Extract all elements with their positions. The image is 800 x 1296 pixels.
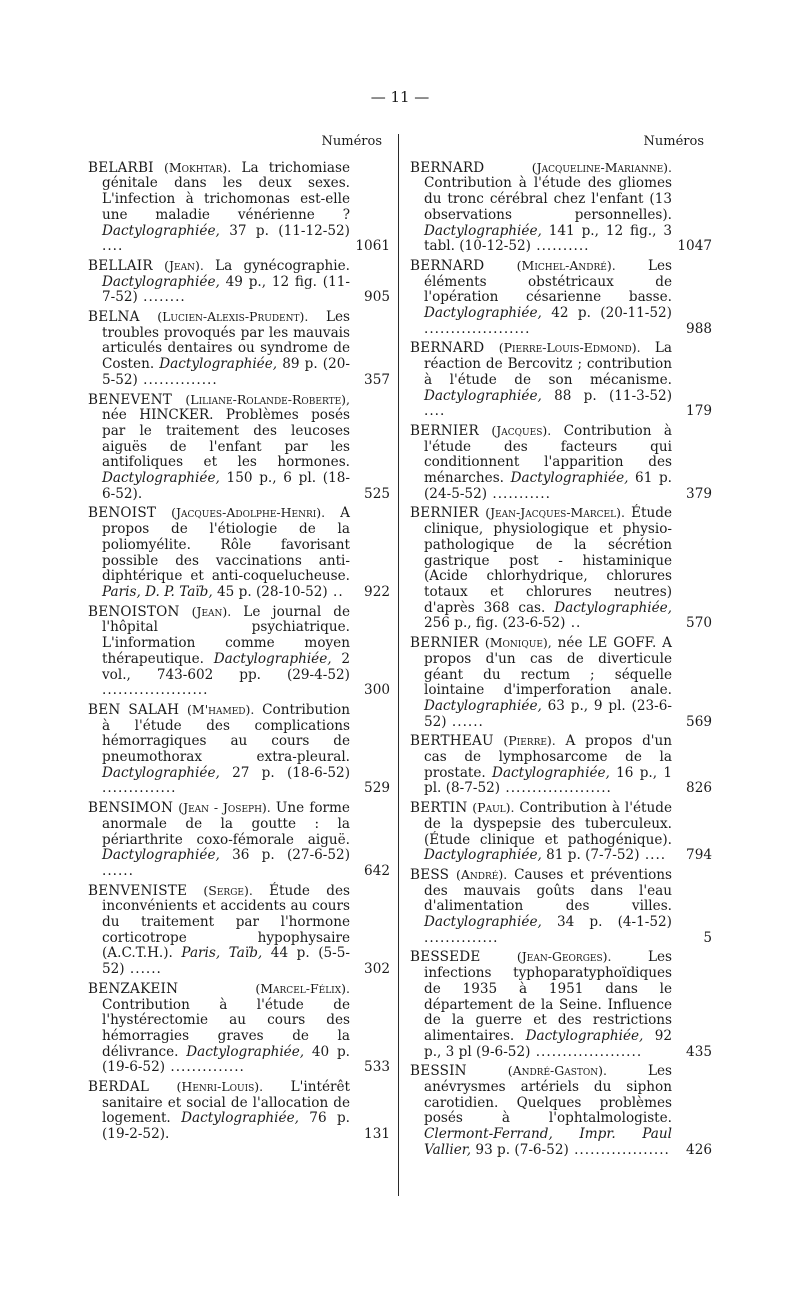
author-firstname: (Pierre). — [503, 733, 556, 749]
author-surname: BELLAIR — [88, 257, 153, 274]
entry-number: 357 — [364, 371, 390, 388]
author-firstname: (Michel-André). — [516, 257, 616, 273]
publication-details: 49 p., 12 fig. (11-7-52) — [102, 273, 350, 306]
publication-details: 256 p., fig. (23-6-52) — [424, 615, 566, 632]
entry-text — [410, 1063, 712, 1158]
dot-leader: ........ — [137, 289, 186, 306]
publisher: Dactylographiée, — [102, 470, 220, 487]
publication-details: 89 p. (20-5-52) — [102, 356, 350, 388]
author-firstname: (M'hamed). — [187, 701, 255, 717]
bibliography-entry — [88, 258, 390, 306]
publication-details: 76 p. (19-2-52). — [102, 1110, 350, 1143]
publisher: Dactylographiée, — [424, 914, 542, 931]
entry-text — [410, 423, 712, 503]
left-column — [88, 134, 390, 1146]
author-firstname: (Jacques-Adolphe-Henri). — [171, 505, 326, 521]
thesis-title: La gynécographie. — [215, 257, 350, 274]
publisher: Dactylographiée, — [102, 273, 220, 290]
author-firstname: (Jacques). — [491, 422, 552, 438]
dot-leader: .............. — [102, 780, 177, 797]
thesis-title: Les infections typhoparatyphoïdiques de 1935 à 1951 dans le département de la Seine. Influence de la guerre et des restrictions alimentaires. — [424, 949, 672, 1044]
author-firstname: (Jean). — [191, 603, 232, 619]
entry-text — [88, 1079, 390, 1143]
publisher: Paris, D. P. Taïb, — [102, 583, 213, 600]
entry-number: 435 — [686, 1043, 712, 1060]
author-surname: BELARBI — [88, 159, 154, 176]
bibliography-entry — [410, 949, 712, 1060]
bibliography-entry — [410, 160, 712, 255]
author-firstname: (Serge). — [203, 882, 253, 898]
entry-number: 794 — [686, 847, 712, 864]
dot-leader: ...... — [124, 961, 162, 978]
entry-text — [88, 258, 390, 306]
publication-details: 61 p. (24-5-52) — [424, 470, 672, 502]
publisher: Dactylographiée, — [186, 1043, 305, 1060]
entry-number: 570 — [686, 615, 712, 632]
publisher: Dactylographiée, — [424, 305, 542, 322]
bibliography-entry — [410, 340, 712, 420]
author-surname: BERNIER — [410, 505, 479, 522]
entry-number: 533 — [364, 1059, 390, 1076]
dot-leader: .................. — [568, 1141, 670, 1158]
entry-number: 569 — [686, 713, 712, 730]
author-surname: BENZAKEIN — [88, 980, 179, 997]
publication-details: 34 p. (4-1-52) — [556, 914, 672, 931]
entry-text — [88, 604, 390, 699]
entry-number: 922 — [364, 583, 390, 600]
entry-number: 179 — [686, 403, 712, 420]
author-surname: BELNA — [88, 309, 140, 326]
thesis-title: Étude clinique, physiologique et physio-pathologique de la sécrétion gastrique post - histaminique (Acide chlorhydrique, chlorures totaux et chlorures neutres) d'après 368 cas. — [424, 505, 673, 616]
publisher: Dactylographiée, — [159, 356, 278, 373]
right-column — [410, 134, 712, 1162]
bibliography-entry — [410, 258, 712, 338]
dot-leader: .... — [102, 238, 124, 255]
publisher: Paris, Taïb, — [181, 945, 263, 962]
bibliography-entry — [410, 1063, 712, 1158]
publisher: Dactylographiée, — [102, 847, 220, 864]
author-surname: BESS — [410, 866, 450, 883]
entry-number: 302 — [364, 961, 390, 978]
dot-leader: .. — [565, 615, 582, 632]
dot-leader: .... — [639, 847, 667, 864]
thesis-title: Contribution à l'étude des gliomes du tronc cérébral chez l'enfant (13 observations personnelles). — [424, 175, 672, 223]
bibliography-entry — [88, 160, 390, 255]
thesis-title: La réaction de Bercovitz ; contribution à l'étude de son mécanisme. — [424, 340, 673, 388]
thesis-title: Contribution à l'étude de la dyspepsie des tuberculeux. (Étude clinique et pathogénique). — [424, 800, 672, 848]
author-surname: BERNIER — [410, 635, 479, 652]
publication-details: 40 p. (19-6-52) — [102, 1043, 350, 1076]
publisher: Dactylographiée, — [492, 764, 610, 781]
column-header-left: Numéros — [321, 134, 382, 149]
entry-number: 5 — [703, 929, 712, 946]
author-firstname: (Liliane-Rolande-Roberte), — [185, 391, 350, 407]
publisher: Dactylographiée, — [102, 764, 220, 781]
dot-leader: .................... — [530, 1043, 643, 1060]
entry-text — [410, 340, 712, 420]
left-entry-list — [88, 160, 390, 1143]
dot-leader: ........... — [487, 485, 551, 502]
bibliography-entry — [88, 1079, 390, 1143]
author-surname: BERNARD — [410, 257, 485, 274]
thesis-title: Les éléments obstétricaux de l'opération césarienne basse. — [424, 257, 672, 306]
entry-text — [410, 505, 712, 632]
entry-text — [410, 949, 712, 1060]
dot-leader: .................... — [500, 780, 612, 797]
entry-number: 642 — [364, 862, 390, 879]
thesis-title: A propos d'un cas de lymphosarcome de la prostate. — [424, 733, 673, 781]
bibliography-entry — [88, 981, 390, 1076]
dot-leader: .............. — [165, 1059, 245, 1076]
publisher: Dactylographiée, — [510, 470, 629, 487]
publisher: Dactylographiée, — [424, 847, 542, 864]
dot-leader: .................... — [102, 682, 209, 699]
entry-text — [410, 800, 712, 864]
publisher: Dactylographiée, — [525, 1027, 644, 1044]
bibliography-entry — [88, 702, 390, 797]
column-header-right: Numéros — [643, 134, 704, 149]
entry-text — [88, 160, 390, 255]
author-surname: BENEVENT — [88, 391, 173, 408]
thesis-title: L'intérêt sanitaire et social de l'allocation de logement. — [102, 1079, 351, 1127]
entry-text — [88, 309, 390, 389]
page-number: — 11 — — [370, 88, 430, 106]
publication-details: 92 p., 3 pl (9-6-52) — [424, 1027, 672, 1060]
author-surname: BERNARD — [410, 340, 485, 357]
bibliography-entry — [88, 309, 390, 389]
publisher: Dactylographiée, — [102, 222, 220, 239]
dot-leader: ...... — [446, 713, 484, 730]
publisher: Clermont-Ferrand, Impr. Paul Vallier, — [424, 1126, 672, 1158]
bibliography-entry — [88, 604, 390, 699]
entry-number: 1061 — [355, 238, 390, 255]
publication-details: 42 p. (20-11-52) — [551, 305, 672, 322]
thesis-title: La trichomiase génitale dans les deux sexes. L'infection à trichomonas est-elle une maladie vénérienne ? — [102, 159, 350, 223]
bibliography-entry — [410, 800, 712, 864]
author-surname: BESSIN — [410, 1063, 467, 1080]
bibliography-entry — [410, 505, 712, 632]
right-entry-list — [410, 160, 712, 1159]
bibliography-entry — [88, 883, 390, 978]
bibliography-entry — [88, 505, 390, 600]
publication-details: 36 p. (27-6-52) — [232, 847, 350, 864]
entry-number: 1047 — [677, 238, 712, 255]
entry-number: 988 — [686, 320, 712, 337]
author-firstname: (Jacqueline-Marianne). — [531, 159, 672, 175]
thesis-title: Causes et préventions des mauvais goûts dans l'eau d'alimentation des villes. — [424, 866, 673, 915]
publisher: Dactylographiée, — [213, 650, 332, 667]
entry-text — [88, 800, 390, 880]
dot-leader: .......... — [530, 238, 590, 255]
entry-text — [410, 160, 712, 255]
publication-details: 81 p. (7-7-52) — [546, 847, 640, 864]
author-firstname: (Lucien-Alexis-Prudent). — [157, 309, 309, 325]
author-firstname: (Jean - Joseph). — [178, 800, 271, 816]
dot-leader: .............. — [424, 929, 499, 946]
bibliography-entry — [410, 635, 712, 730]
thesis-title: née HINCKER. Problèmes posés par le traitement des leucoses aiguës de l'enfant par les antifoliques et les hormones. — [102, 407, 350, 471]
author-surname: BERNARD — [410, 159, 485, 176]
author-surname: BERDAL — [88, 1079, 150, 1096]
bibliography-entry — [88, 392, 390, 503]
publication-details: 44 p. (5-5-52) — [102, 945, 350, 978]
entry-text — [410, 867, 712, 947]
entry-number: 826 — [686, 780, 712, 797]
dot-leader: .............. — [137, 371, 218, 388]
author-firstname: (Pierre-Louis-Edmond). — [498, 340, 641, 356]
author-firstname: (André-Gaston). — [507, 1063, 608, 1079]
publication-details: 141 p., 12 fig., 3 tabl. (10-12-52) — [424, 222, 672, 255]
thesis-title: Les anévrysmes artériels du siphon carotidien. Quelques problèmes posés à l'ophtalmologiste. — [424, 1063, 672, 1127]
entry-text — [410, 733, 712, 797]
thesis-title: Contribution à l'étude des complications hémorragiques au cours de pneumothorax extra-pleural. — [102, 701, 350, 766]
entry-number: 426 — [686, 1141, 712, 1158]
entry-text — [410, 258, 712, 338]
author-surname: BENOISTON — [88, 603, 180, 620]
entry-text — [88, 702, 390, 797]
author-surname: BENOIST — [88, 505, 157, 522]
entry-number: 131 — [364, 1126, 390, 1143]
entry-number: 905 — [364, 289, 390, 306]
author-surname: BEN SALAH — [88, 701, 180, 718]
thesis-title: née LE GOFF. A propos d'un cas de diverticule géant du rectum ; séquelle lointaine d'imperforation anale. — [424, 635, 672, 699]
publication-details: 27 p. (18-6-52) — [232, 764, 350, 781]
entry-number: 525 — [364, 485, 390, 502]
author-surname: BESSEDE — [410, 949, 481, 966]
entry-number: 379 — [686, 485, 712, 502]
bibliography-entry — [88, 800, 390, 880]
column-divider — [398, 134, 399, 1196]
author-firstname: (Mokhtar). — [163, 159, 232, 175]
thesis-title: Contribution à l'étude de l'hystérectomie au cours des hémorragies graves de la délivrance. — [102, 996, 350, 1060]
entry-number: 300 — [364, 682, 390, 699]
entry-text — [88, 981, 390, 1076]
publisher: Dactylographiée, — [424, 387, 542, 404]
author-surname: BERTIN — [410, 800, 468, 817]
thesis-title: A propos de l'étiologie de la poliomyélite. Rôle favorisant possible des vaccinations anti-diphtérique et anti-coquelucheuse. — [102, 505, 350, 585]
thesis-title: Les troubles provoqués par les mauvais articulés dentaires ou syndrome de Costen. — [102, 309, 350, 373]
author-firstname: (Jean). — [164, 257, 204, 273]
author-surname: BERNIER — [410, 422, 479, 439]
thesis-title: Étude des inconvénients et accidents au cours du traitement par l'hormone corticotrope hypophysaire (A.C.T.H.). — [102, 882, 350, 962]
author-surname: BENSIMON — [88, 800, 174, 817]
author-firstname: (André). — [455, 866, 508, 882]
author-firstname: (Paul). — [472, 800, 515, 816]
bibliography-entry — [410, 733, 712, 797]
publication-details: 150 p., 6 pl. (18-6-52). — [102, 470, 350, 502]
bibliography-entry — [410, 867, 712, 947]
bibliography-entry — [410, 423, 712, 503]
entry-text — [410, 635, 712, 730]
publisher: Dactylographiée, — [181, 1110, 299, 1127]
entry-text — [88, 392, 390, 503]
author-firstname: (Henri-Louis). — [176, 1079, 264, 1095]
publication-details: 63 p., 9 pl. (23-6-52) — [424, 697, 672, 730]
author-firstname: (Jean-Georges). — [516, 949, 612, 965]
author-firstname: (Jean-Jacques-Marcel). — [485, 505, 625, 521]
dot-leader: .. — [327, 583, 344, 600]
entry-text — [88, 505, 390, 600]
publication-details: 93 p. (7-6-52) — [475, 1141, 569, 1158]
author-firstname: (Monique), — [484, 635, 552, 651]
publication-details: 88 p. (11-3-52) — [554, 387, 672, 404]
dot-leader: ...... — [102, 862, 134, 879]
thesis-title: Une forme anormale de la goutte : la périarthrite coxo-fémorale aiguë. — [102, 800, 350, 848]
publication-details: 16 p., 1 pl. (8-7-52) — [424, 764, 672, 797]
publisher: Dactylographiée, — [424, 697, 542, 714]
publication-details: 45 p. (28-10-52) — [217, 583, 328, 600]
publication-details: 37 p. (11-12-52) — [229, 222, 350, 239]
author-firstname: (Marcel-Félix). — [255, 980, 350, 996]
dot-leader: .... — [424, 403, 446, 420]
author-surname: BENVENISTE — [88, 882, 188, 899]
publisher: Dactylographiée, — [554, 599, 672, 616]
thesis-title: Contribution à l'étude des facteurs qui conditionnent l'apparition des ménarches. — [424, 422, 672, 487]
dot-leader: .................... — [424, 320, 531, 337]
author-surname: BERTHEAU — [410, 733, 494, 750]
publisher: Dactylographiée, — [424, 222, 542, 239]
entry-text — [88, 883, 390, 978]
thesis-title: Le journal de l'hôpital psychiatrique. L'information comme moyen thérapeutique. — [102, 603, 351, 667]
entry-number: 529 — [364, 780, 390, 797]
publication-details: 2 vol., 743-602 pp. (29-4-52) — [102, 650, 350, 683]
